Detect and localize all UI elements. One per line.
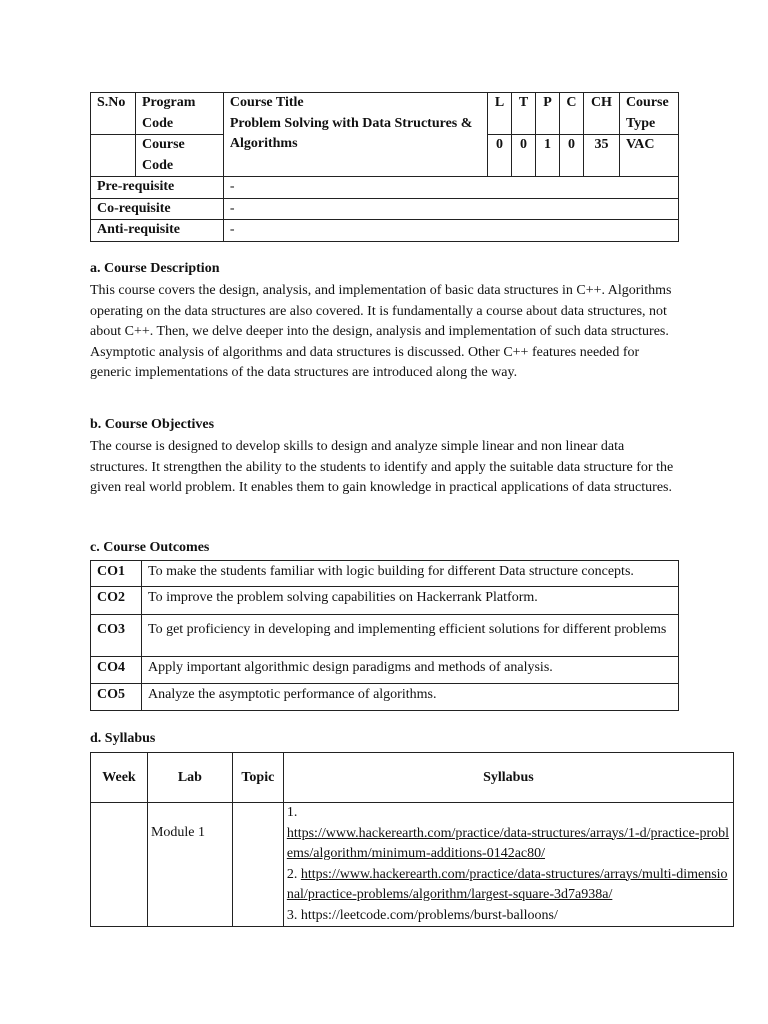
t-value: 0 [512,135,536,177]
table-row [91,684,679,711]
col-syllabus: Syllabus [283,753,733,803]
sno-label: S.No [91,93,136,135]
outcome-text: Analyze the asymptotic performance of algorithms. [142,684,679,711]
coreq-label: Co-requisite [91,198,224,220]
item-number: 2. [286,866,298,882]
description-heading: a. Course Description [90,261,220,276]
sno-value [91,135,136,177]
ch-value: 35 [583,135,619,177]
coreq-value: - [223,198,678,220]
course-code-label: Course Code [135,135,223,177]
prereq-value: - [223,177,678,199]
col-topic: Topic [232,753,283,803]
col-lab: Lab [147,753,232,803]
outcomes-heading: c. Course Outcomes [90,540,210,555]
antireq-value: - [223,220,678,242]
l-value: 0 [488,135,512,177]
syllabus-table [90,752,734,927]
outcome-text: To get proficiency in developing and implementing efficient solutions for different problems [142,615,679,657]
col-week: Week [91,753,148,803]
l-label: L [488,93,512,135]
outcome-code: CO5 [91,684,142,711]
p-value: 1 [535,135,559,177]
topic-cell [232,803,283,927]
objectives-text: The course is designed to develop skills to design and analyze simple linear and non linear data structures. It strengthen the ability to the students to identify and apply the suitable data structure for the given real world problem. It enables them to gain knowledge in practical applications of data structures. [90,439,674,496]
practice-link[interactable]: https://www.hackerearth.com/practice/data-structures/arrays/multi-dimensional/practice-problems/algorithm/largest-square-3d7a938a/ [286,866,728,902]
course-title-cell [223,93,487,177]
outcome-code: CO4 [91,657,142,684]
objectives-heading: b. Course Objectives [90,417,215,432]
course-type-value: VAC [619,135,678,177]
syllabus-cell [283,803,733,927]
syllabus-heading: d. Syllabus [90,731,156,746]
course-type-label: Course Type [619,93,678,135]
c-value: 0 [559,135,583,177]
outcome-text: To make the students familiar with logic building for different Data structure concepts. [142,561,679,587]
syllabus-item-2 [287,865,730,906]
prereq-label: Pre-requisite [91,177,224,199]
outcome-code: CO1 [91,561,142,587]
item-number: 1. [286,805,298,820]
p-label: P [535,93,559,135]
program-code-label: Program Code [135,93,223,135]
course-title-value: Problem Solving with Data Structures & Algorithms [229,115,473,151]
outcome-code: CO3 [91,615,142,657]
c-label: C [559,93,583,135]
practice-link[interactable]: https://www.hackerearth.com/practice/data-structures/arrays/1-d/practice-problems/algorithm/minimum-additions-0142ac80/ [286,825,730,861]
t-label: T [512,93,536,135]
table-row [91,587,679,615]
outcome-text: Apply important algorithmic design paradigms and methods of analysis. [142,657,679,684]
table-row [91,803,734,927]
description-text: This course covers the design, analysis, and implementation of basic data structures in C++. Algorithms operating on the data structures are also covered. It is fundamentally a course about data structures, not about C++. Then, we delve deeper into the design, analysis and implementation of such data structures. Asymptotic analysis of algorithms and data structures is discussed. Other C++ features needed for generic implementations of the data structures are introduced along the way. [90,283,672,381]
outcome-text: To improve the problem solving capabilities on Hackerrank Platform. [142,587,679,615]
practice-link[interactable]: https://leetcode.com/problems/burst-balloons/ [300,907,558,923]
table-row [91,561,679,587]
ch-label: CH [583,93,619,135]
syllabus-item-3 [287,906,730,927]
antireq-label: Anti-requisite [91,220,224,242]
table-row [91,657,679,684]
table-row [91,615,679,657]
item-number: 3. [286,907,298,923]
syllabus-item-1 [287,803,730,865]
week-cell [91,803,148,927]
course-outcomes-table [90,560,679,711]
outcome-code: CO2 [91,587,142,615]
lab-cell: Module 1 [147,803,232,927]
course-header-table [90,92,679,242]
course-title-label: Course Title [229,95,304,110]
